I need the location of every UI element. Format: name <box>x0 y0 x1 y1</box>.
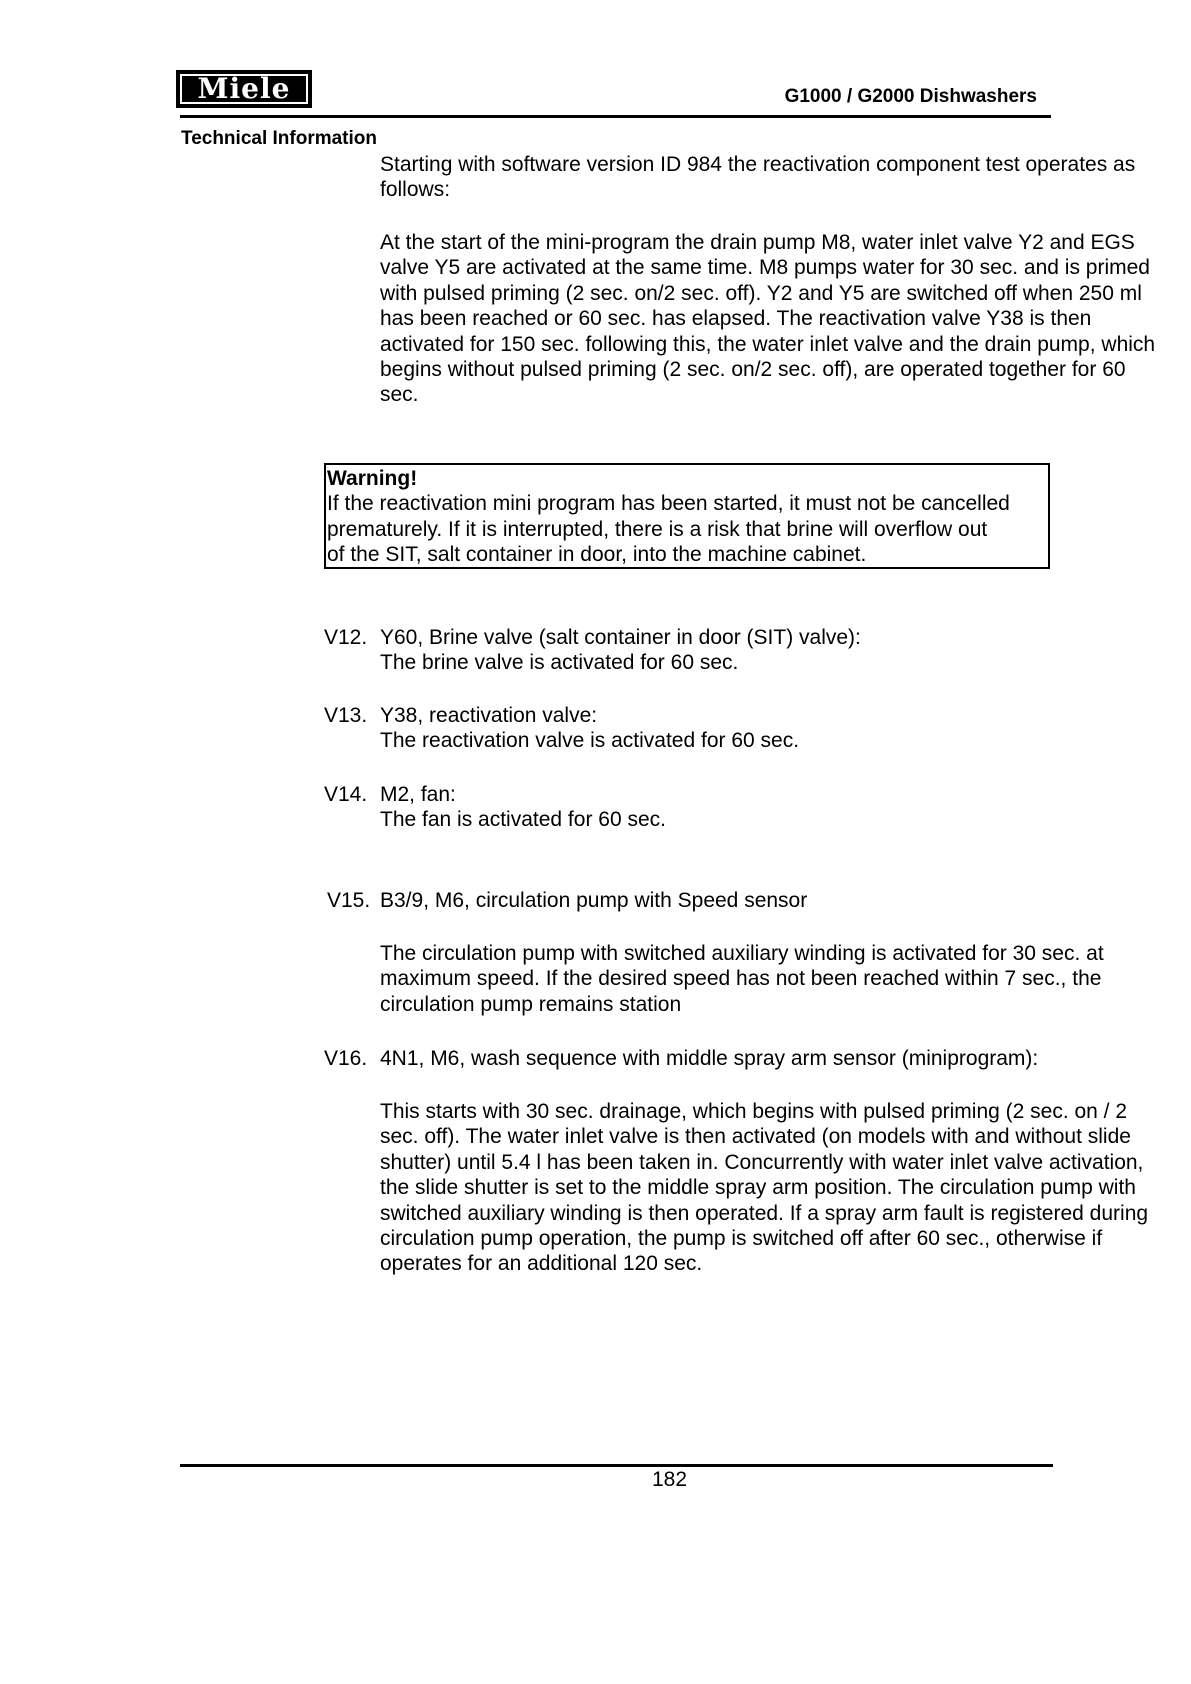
miele-logo <box>176 70 312 108</box>
warning-line-3: of the SIT, salt container in door, into the machine cabinet. <box>327 543 867 567</box>
item-heading-v15: B3/9, M6, circulation pump with Speed sensor <box>380 889 808 912</box>
item-body-v14: The fan is activated for 60 sec. <box>380 808 666 831</box>
warning-box <box>324 463 1050 569</box>
item-number-v16: V16. <box>324 1047 368 1070</box>
item-body-v12: The brine valve is activated for 60 sec. <box>380 651 739 674</box>
item-number-v12: V12. <box>324 626 368 649</box>
page-number: 182 <box>651 1468 688 1491</box>
intro-paragraph-2: At the start of the mini-program the drain pump M8, water inlet valve Y2 and EGS valve Y5 are activated at the same time. M8 pumps water for 30 sec. and is primed with pulsed priming (2 sec. on/2 sec. off). Y2 and Y5 are switched off when 250 ml has been reached or 60 sec. has elapsed. The reactivation valve Y38 is then activated for 150 sec. following this, the water inlet valve and the drain pump, which begins without pulsed priming (2 sec. on/2 sec. off), are operated together for 60 sec. <box>380 231 1156 407</box>
footer-divider <box>180 1464 1053 1467</box>
logo-text: Miele <box>197 72 291 105</box>
item-heading-v12: Y60, Brine valve (salt container in door (SIT) valve): <box>380 626 861 649</box>
document-title: G1000 / G2000 Dishwashers <box>784 86 1037 107</box>
item-body-v13: The reactivation valve is activated for 60 sec. <box>380 729 800 752</box>
item-body-v15: The circulation pump with switched auxiliary winding is activated for 30 sec. at maximum speed. If the desired speed has not been reached within 7 sec., the circulation pump remains station <box>380 942 1104 1016</box>
item-heading-v14: M2, fan: <box>380 783 456 806</box>
warning-line-1: If the reactivation mini program has been started, it must not be cancelled <box>327 492 1010 516</box>
item-heading-v13: Y38, reactivation valve: <box>380 704 598 727</box>
intro-paragraph-1: Starting with software version ID 984 the reactivation component test operates as follows: <box>380 153 1136 202</box>
header-divider <box>180 115 1051 118</box>
item-number-v13: V13. <box>324 704 368 727</box>
section-label: Technical Information <box>181 128 378 149</box>
logo-frame <box>180 74 308 104</box>
item-heading-v16: 4N1, M6, wash sequence with middle spray arm sensor (miniprogram): <box>380 1047 1039 1070</box>
warning-title: Warning! <box>327 467 418 490</box>
item-number-v15: V15. <box>327 889 371 912</box>
item-number-v14: V14. <box>324 783 368 806</box>
warning-line-2: prematurely. If it is interrupted, there is a risk that brine will overflow out <box>327 517 988 541</box>
item-body-v16: This starts with 30 sec. drainage, which begins with pulsed priming (2 sec. on / 2 sec. off). The water inlet valve is then activated (on models with and without slide shutter) until 5.4 l has been taken in. Concurrently with water inlet valve activation, the slide shutter is set to the middle spray arm position. The circulation pump with switched auxiliary winding is then operated. If a spray arm fault is registered during circulation pump operation, the pump is switched off after 60 sec., otherwise if operates for an additional 120 sec. <box>380 1100 1149 1276</box>
